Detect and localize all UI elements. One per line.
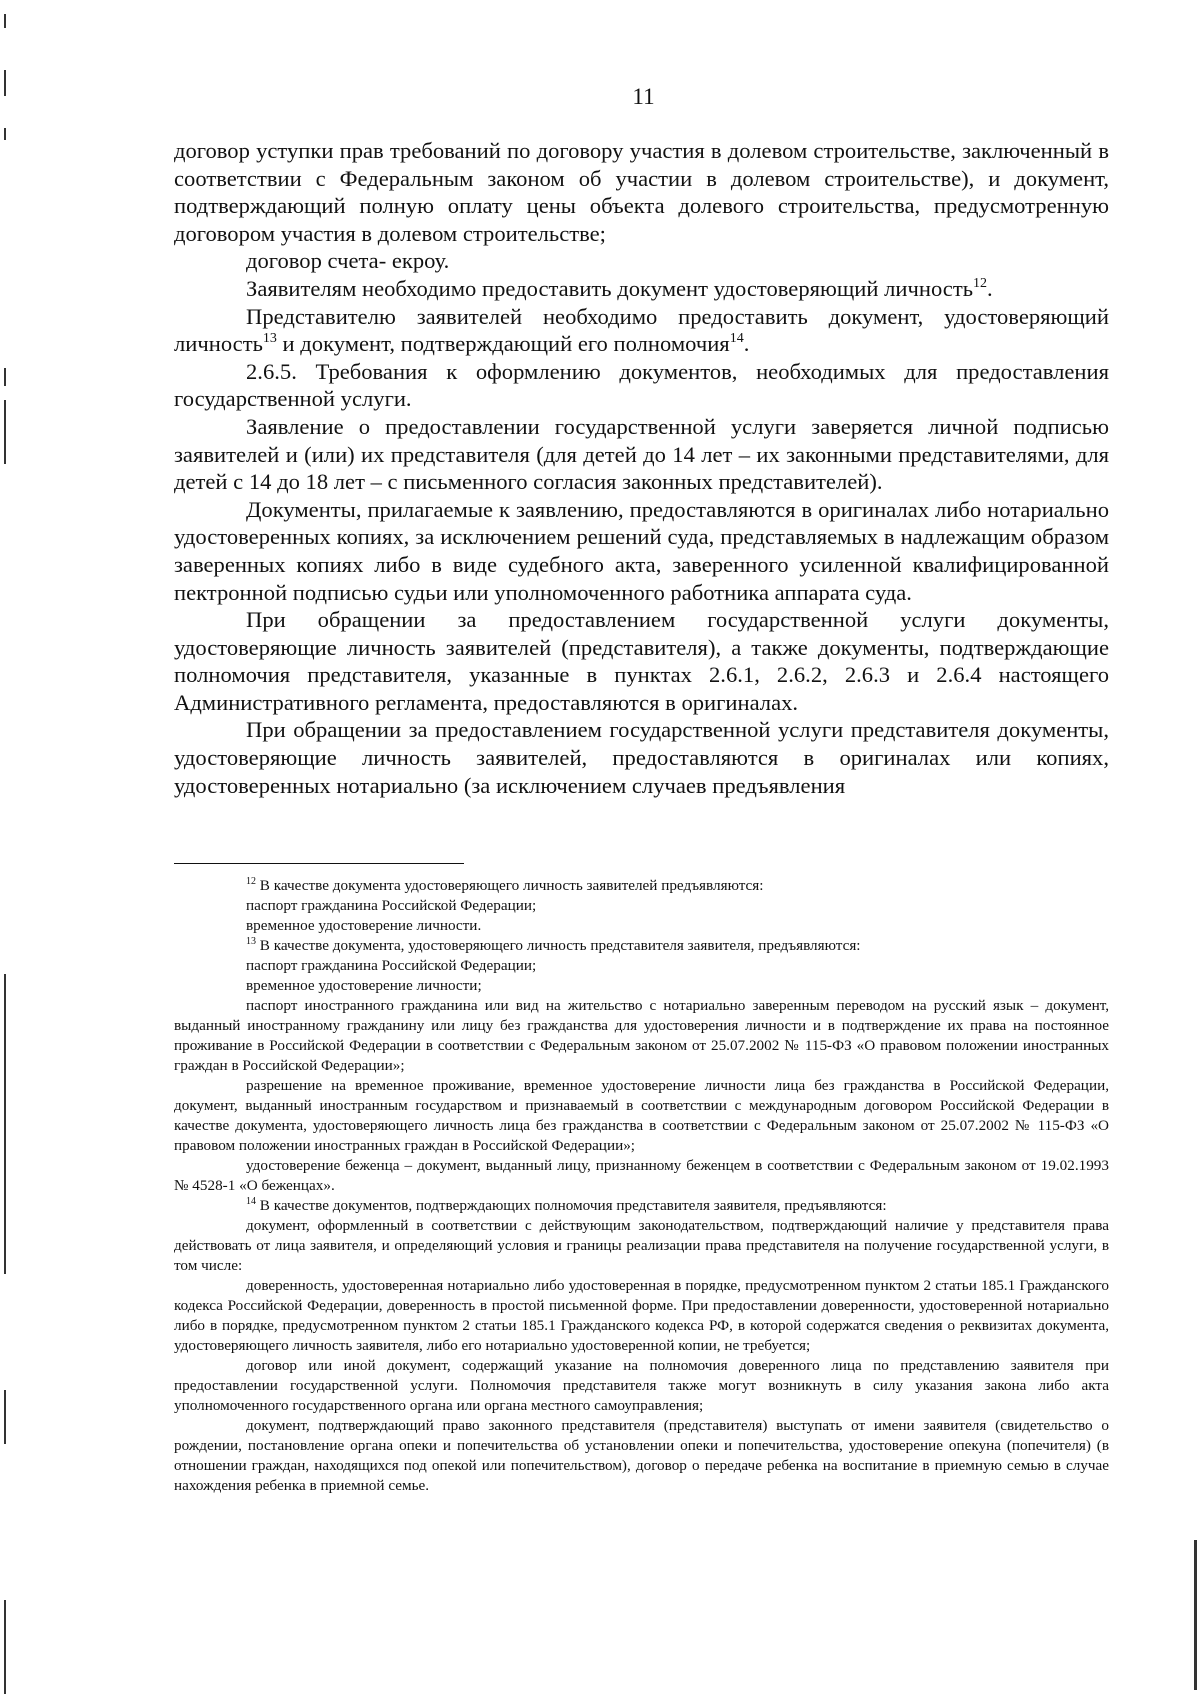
footnote-item: документ, подтверждающий право законного представителя (представителя) выступать от имени заявителя (свидетельство о рождении, постановление органа опеки и попечительства об установлении опеки и попечительства, удостоверение опекуна (попечителя) (в отношении граждан, находящихся под опекой или попечительством), договор о передаче ребенка на воспитание в приемную семью в случае нахождения ребенка в приемной семье.: [174, 1417, 1109, 1494]
scan-artifact: [4, 400, 6, 464]
scan-artifact: [1194, 1540, 1197, 1690]
scan-artifact: [4, 1390, 6, 1444]
footnote-text: В качестве документов, подтверждающих полномочия представителя заявителя, предъявляются:: [256, 1197, 887, 1214]
scan-artifact: [4, 974, 6, 1274]
footnote-number: 14: [246, 1196, 256, 1207]
body-paragraph: [174, 275, 1109, 303]
footnote-item: [174, 936, 1109, 956]
scan-artifact: [4, 70, 6, 96]
footnote-item: [174, 876, 1109, 896]
footnote-text: В качестве документа удостоверяющего личность заявителей предъявляются:: [256, 877, 764, 894]
footnote-separator: [174, 863, 464, 864]
scan-artifact: [4, 1600, 6, 1694]
footnote-reference[interactable]: 14: [729, 331, 744, 347]
body-text-run: Представителю заявителей необходимо предоставить документ, удостоверяющий личность: [174, 303, 1109, 357]
body-paragraph: договор уступки прав требований по договору участия в долевом строительстве, заключенный в соответствии с Федеральным законом об участии в долевом строительстве), и документ, подтверждающий полную оплату цены объекта долевого строительства, предусмотренную договором участия в долевом строительстве;: [174, 138, 1109, 246]
body-paragraph: При обращении за предоставлением государственной услуги документы, удостоверяющие личность заявителей (представителя), а также документы, подтверждающие полномочия представителя, указанные в пунктах 2.6.1, 2.6.2, 2.6.3 и 2.6.4 настоящего Административного регламента, предоставляются в оригиналах.: [174, 607, 1109, 715]
scan-artifact: [4, 14, 6, 28]
footnote-item: паспорт иностранного гражданина или вид на жительство с нотариально заверенным переводом на русский язык – документ, выданный иностранному гражданину или лицу без гражданства для удостоверения личности и в подтверждение их права на постоянное проживание в Российской Федерации в соответствии с Федеральным законом от 25.07.2002 № 115-ФЗ «О правовом положении иностранных граждан в Российской Федерации»;: [174, 997, 1109, 1074]
footnote-item: разрешение на временное проживание, временное удостоверение личности лица без гражданства в Российской Федерации, документ, выданный иностранным государством и признаваемый в соответствии с международным договором Российской Федерации в качестве документа, удостоверяющего личность лица без гражданства в соответствии с Федеральным законом от 25.07.2002 № 115-ФЗ «О правовом положении иностранных граждан в Российской Федерации»;: [174, 1077, 1109, 1154]
footnotes: [174, 876, 1109, 1496]
body-paragraph: [174, 303, 1109, 358]
main-text: [174, 137, 1109, 799]
body-text-run: .: [743, 331, 750, 357]
body-text-run: .: [987, 275, 993, 301]
footnote-item: паспорт гражданина Российской Федерации;: [246, 897, 537, 914]
footnote-item: договор или иной документ, содержащий указание на полномочия доверенного лица по представлению заявителя при предоставлении государственной услуги. Полномочия представителя также могут возникнуть в силу указания закона либо акта уполномоченного государственного органа или органа местного самоуправления;: [174, 1357, 1109, 1414]
section-heading: 2.6.5. Требования к оформлению документов, необходимых для предоставления государственной услуги.: [174, 358, 1109, 412]
body-paragraph: При обращении за предоставлением государственной услуги представителя документы, удостоверяющие личность заявителей, предоставляются в оригиналах или копиях, удостоверенных нотариально (за исключением случаев предъявления: [174, 717, 1109, 798]
body-text-run: Заявителям необходимо предоставить документ удостоверяющий личность: [246, 275, 974, 301]
body-text-run: и документ, подтверждающий его полномочия: [276, 331, 730, 357]
footnote-item: [174, 1196, 1109, 1216]
body-paragraph: Заявление о предоставлении государственной услуги заверяется личной подписью заявителей и (или) их представителя (для детей до 14 лет – их законными представителями, для детей с 14 до 18 лет – с письменного согласия законных представителей).: [174, 413, 1109, 495]
footnote-number: 13: [246, 936, 256, 947]
body-paragraph: договор счета- екроу.: [246, 248, 450, 274]
footnote-number: 12: [246, 876, 256, 887]
scan-artifact: [4, 128, 6, 140]
footnote-item: временное удостоверение личности.: [246, 917, 482, 934]
footnote-item: удостоверение беженца – документ, выданный лицу, признанному беженцем в соответствии с Федеральным законом от 19.02.1993 № 4528-1 «О беженцах».: [174, 1157, 1109, 1194]
body-paragraph: Документы, прилагаемые к заявлению, предоставляются в оригиналах либо нотариально удостоверенных копиях, за исключением решений суда, представляемых в надлежащим образом заверенных копиях либо в виде судебного акта, заверенного усиленной квалифицированной пектронной подписью судьи или уполномоченного работника аппарата суда.: [174, 496, 1109, 605]
page-number: 11: [632, 84, 655, 109]
scan-artifact: [4, 368, 6, 386]
footnote-text: В качестве документа, удостоверяющего личность представителя заявителя, предъявляются:: [256, 937, 861, 954]
footnote-item: временное удостоверение личности;: [246, 977, 482, 994]
footnote-reference[interactable]: 13: [262, 331, 277, 347]
footnote-item: паспорт гражданина Российской Федерации;: [246, 957, 537, 974]
footnote-item: доверенность, удостоверенная нотариально либо удостоверенная в порядке, предусмотренном пунктом 2 статьи 185.1 Гражданского кодекса Российской Федерации, доверенность в простой письменной форме. При предоставлении доверенности, удостоверенной нотариально либо в порядке, предусмотренном пунктом 2 статьи 185.1 Гражданского кодекса РФ, в которой содержатся сведения о реквизитах документа, удостоверяющего личность заявителя, либо его нотариально удостоверенной копии, не требуется;: [174, 1277, 1109, 1354]
footnote-reference[interactable]: 12: [973, 275, 988, 291]
footnote-item: документ, оформленный в соответствии с действующим законодательством, подтверждающий наличие у представителя права действовать от лица заявителя, и определяющий условия и границы реализации права представителя на получение государственной услуги, в том числе:: [174, 1217, 1109, 1274]
